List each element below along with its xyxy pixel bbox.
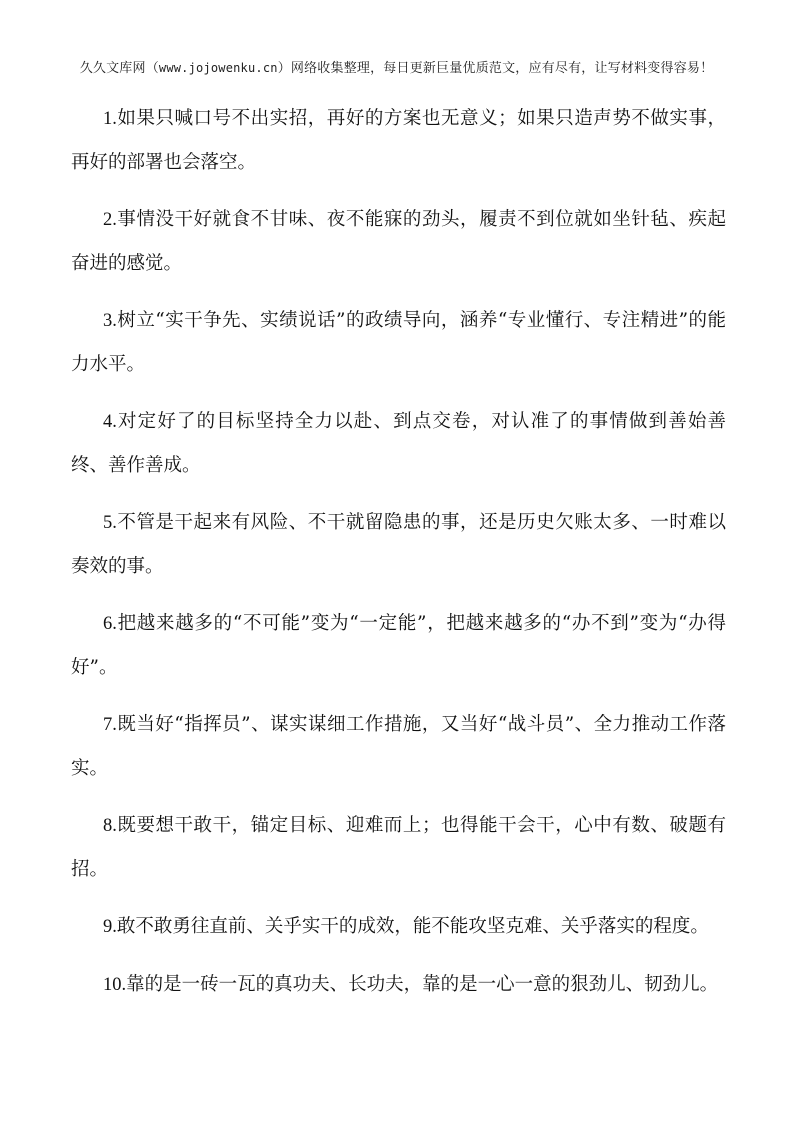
header-prefix: 久久文库网（ [79,61,159,76]
paragraph-3 [71,299,726,386]
paragraph-text: 既当好“指挥员”、谋实谋细工作措施，又当好“战斗员”、全力推动工作落实。 [71,714,726,779]
header-url: www.jojowenku.cn [158,61,278,75]
page-header [0,59,793,78]
paragraph-number: 4. [103,412,117,432]
paragraph-text: 敢不敢勇往直前、关乎实干的成效，能不能攻坚克难、关乎落实的程度。 [116,916,709,937]
paragraph-number: 9. [103,917,117,937]
paragraph-number: 6. [103,614,117,634]
paragraph-text: 树立“实干争先、实绩说话”的政绩导向，涵养“专业懂行、专注精进”的能力水平。 [71,310,726,375]
paragraph-text: 靠的是一砖一瓦的真功夫、长功夫，靠的是一心一意的狠劲儿、韧劲儿。 [126,974,719,995]
paragraph-number: 7. [103,715,117,735]
header-suffix: ）网络收集整理，每日更新巨量优质范文，应有尽有，让写材料变得容易！ [277,61,714,76]
paragraph-text: 对定好了的目标坚持全力以赴、到点交卷，对认准了的事情做到善始善终、善作善成。 [71,411,726,476]
paragraph-number: 8. [103,816,117,836]
paragraph-number: 3. [103,311,117,331]
paragraph-text: 如果只喊口号不出实招，再好的方案也无意义；如果只造声势不做实事，再好的部署也会落空。 [71,108,726,173]
paragraph-6 [71,602,726,689]
paragraph-4 [71,400,726,487]
paragraph-9 [71,905,726,949]
paragraph-text: 既要想干敢干，锚定目标、迎难而上；也得能干会干，心中有数、破题有招。 [71,815,726,880]
paragraph-number: 1. [103,109,117,129]
paragraph-5 [71,501,726,588]
paragraph-1 [71,97,726,184]
paragraph-number: 2. [103,210,117,230]
paragraph-number: 10. [103,975,127,995]
paragraph-2 [71,198,726,285]
paragraph-text: 事情没干好就食不甘味、夜不能寐的劲头，履责不到位就如坐针毡、疾起奋进的感觉。 [71,209,726,274]
paragraph-text: 把越来越多的“不可能”变为“一定能”，把越来越多的“办不到”变为“办得好”。 [71,613,726,678]
paragraph-8 [71,804,726,891]
document-body [71,97,726,1021]
paragraph-number: 5. [103,513,117,533]
paragraph-7 [71,703,726,790]
paragraph-10 [71,963,726,1007]
paragraph-text: 不管是干起来有风险、不干就留隐患的事，还是历史欠账太多、一时难以奏效的事。 [71,512,726,577]
